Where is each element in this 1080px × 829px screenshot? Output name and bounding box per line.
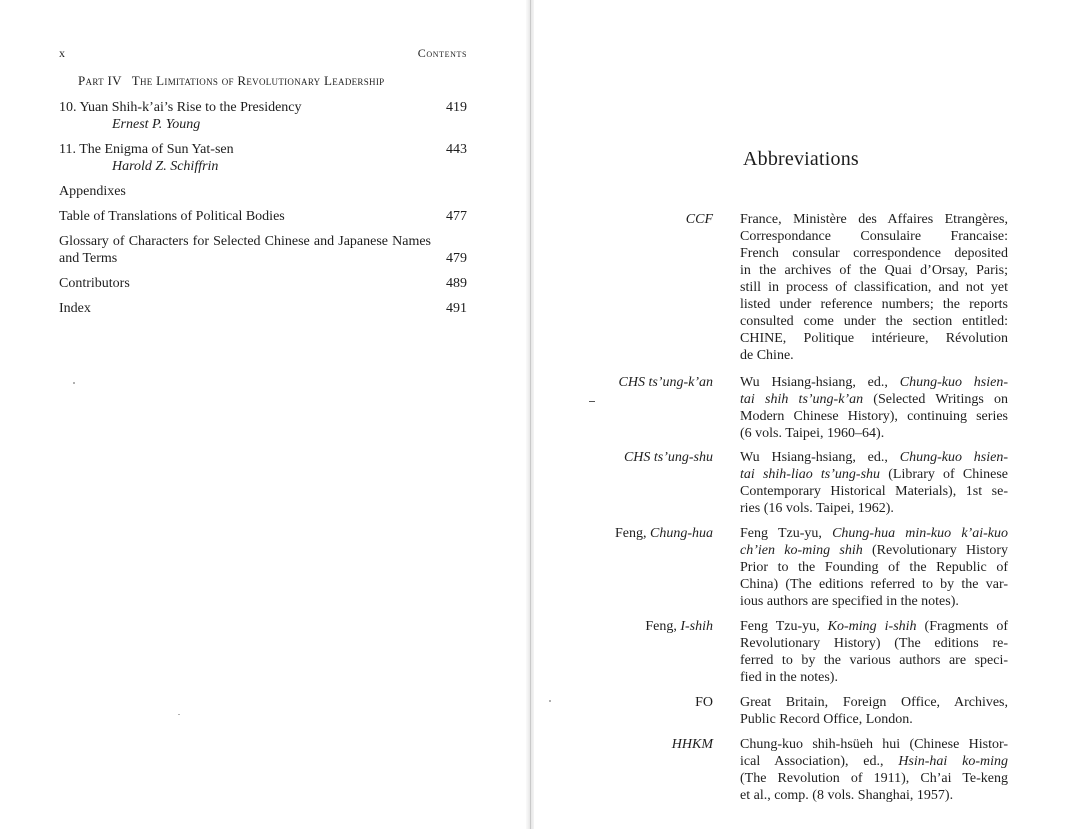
abbreviation-definition [740,525,1008,610]
definition-line: ious authors are specified in the notes). [740,594,959,609]
definition-line: tai shih-liao ts’ung-shu (Library of Chinese [740,467,1008,482]
definition-line: ch’ien ko-ming shih (Revolutionary History [740,543,1008,558]
toc-appendix-label: Contributors [59,276,130,291]
toc-appendixes-heading [59,183,467,200]
paper-speck [589,401,595,402]
definition-line: ries (16 vols. Taipei, 1962). [740,501,894,516]
toc-page-number: 419 [446,100,467,115]
abbreviation-key-italic: HHKM [671,737,713,752]
abbreviation-definition [740,736,1008,804]
toc-page-number: 489 [446,276,467,291]
definition-line: (The Revolution of 1911), Ch’ai Te-keng [740,771,1008,786]
gutter-fold [530,0,531,829]
definition-line: French consular correspondence deposited [740,246,1008,261]
definition-line: Wu Hsiang-hsiang, ed., Chung-kuo hsien- [740,450,1008,465]
abbreviation-key [619,374,714,391]
part-title: The Limitations of Revolutionary Leadership [131,73,385,88]
toc-appendix-translations [59,208,467,225]
abbreviation-key-plain: Feng, [645,619,681,634]
appendixes-heading-text: Appendixes [59,184,126,199]
definition-line: de Chine. [740,348,794,363]
abbreviation-key [686,211,713,228]
definition-line: Feng Tzu-yu, Ko-ming i-shih (Fragments of [740,619,1008,634]
definition-line: France, Ministère des Affaires Etrangères, [740,212,1008,227]
toc-chapter-label: 10. Yuan Shih-k’ai’s Rise to the Presidency [59,100,302,115]
abbreviation-key-italic: CHS ts’ung-k’an [618,375,713,390]
part-heading [78,73,384,89]
right-page [532,0,1080,829]
toc-chapter-label: 11. The Enigma of Sun Yat-sen [59,142,234,157]
toc-chapter-10 [59,99,467,133]
definition-line: ferred to by the various authors are speci- [740,653,1008,668]
definition-line: Correspondance Consulaire Francaise: [740,229,1008,244]
definition-line: Modern Chinese History), continuing series [740,409,1008,424]
abbreviation-key [615,525,713,542]
abbreviation-key [695,694,713,711]
abbreviation-definition [740,618,1008,686]
abbreviation-key [624,449,713,466]
definition-line: fied in the notes). [740,670,838,685]
toc-appendix-label: Index [59,301,91,316]
abbreviation-definition [740,449,1008,517]
toc-page-number: 443 [446,142,467,157]
definition-line: (6 vols. Taipei, 1960–64). [740,426,885,441]
left-page [0,0,528,829]
toc-appendix-label: Table of Translations of Political Bodies [59,209,285,224]
part-number: Part IV [78,73,122,88]
paper-speck [178,714,180,715]
definition-line: et al., comp. (8 vols. Shanghai, 1957). [740,788,954,803]
abbreviation-key-italic: Chung-hua [650,526,713,541]
definition-line: Prior to the Founding of the Republic of [740,560,1008,575]
toc-page-number: 491 [446,301,467,316]
definition-line: CHINE, Politique intérieure, Révolution [740,331,1008,346]
abbreviations-title: Abbreviations [743,148,859,170]
abbreviation-key-italic: CCF [685,212,713,227]
toc-chapter-author: Harold Z. Schiffrin [112,159,219,174]
abbreviation-definition [740,211,1008,364]
definition-line: Contemporary Historical Materials), 1st se- [740,484,1008,499]
definition-line: Wu Hsiang-hsiang, ed., Chung-kuo hsien- [740,375,1008,390]
toc-page-number: 477 [446,209,467,224]
paper-speck [73,382,75,384]
abbreviation-key [672,736,713,753]
definition-line: in the archives of the Quai d’Orsay, Paris; [740,263,1008,278]
definition-line: tai shih ts’ung-k’an (Selected Writings on [740,392,1009,407]
toc-chapter-11 [59,141,467,175]
toc-appendix-contributors [59,275,467,292]
abbreviation-key-italic: I-shih [680,619,713,634]
definition-line: Revolutionary History) (The editions re- [740,636,1008,651]
abbreviation-definition [740,374,1008,442]
definition-line: ical Association), ed., Hsin-hai ko-ming [740,754,1008,769]
toc-chapter-author: Ernest P. Young [112,117,201,132]
definition-line: consulted come under the section entitled: [740,314,1008,329]
toc-appendix-label: Glossary of Characters for Selected Chinese and Japanese Names and Terms [59,234,431,266]
definition-line: Great Britain, Foreign Office, Archives, [740,695,1008,710]
abbreviation-key-plain: Feng, [615,526,650,541]
running-head [59,46,467,62]
abbreviation-key [645,618,713,635]
definition-line: Feng Tzu-yu, Chung-hua min-kuo k’ai-kuo [740,526,1008,541]
definition-line: listed under reference numbers; the reports [740,297,1008,312]
definition-line: still in process of classification, and not yet [740,280,1008,295]
toc-appendix-index [59,300,467,317]
running-head-title: Contents [417,46,467,60]
abbreviation-definition [740,694,1008,728]
page-folio: x [59,46,65,60]
paper-speck [549,700,551,702]
definition-line: Public Record Office, London. [740,712,913,727]
toc-page-number: 479 [446,251,467,266]
definition-line: China) (The editions referred to by the var- [740,577,1008,592]
toc-appendix-glossary [59,233,467,267]
abbreviation-key-plain: FO [695,695,713,710]
definition-line: Chung-kuo shih-hsüeh hui (Chinese Histor- [740,737,1008,752]
abbreviation-key-italic: CHS ts’ung-shu [623,450,713,465]
